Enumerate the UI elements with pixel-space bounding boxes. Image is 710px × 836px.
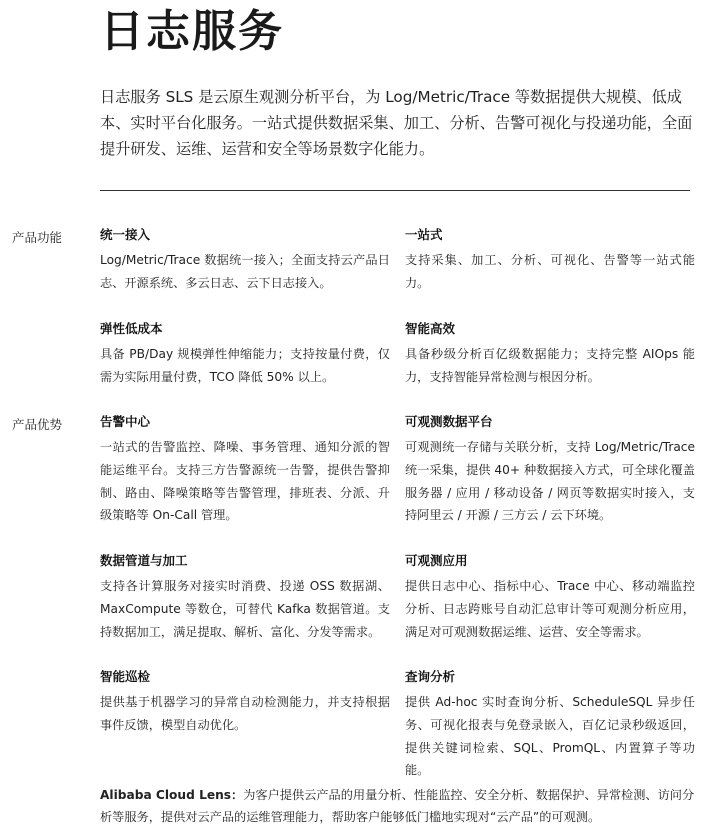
page-title: 日志服务 xyxy=(100,6,284,57)
feature-item xyxy=(405,320,695,389)
advantage-title: 可观测数据平台 xyxy=(405,414,493,429)
feature-item xyxy=(100,226,390,295)
advantage-title: 告警中心 xyxy=(100,414,151,429)
footer-note xyxy=(100,784,695,828)
feature-title: 弹性低成本 xyxy=(100,321,163,336)
feature-title: 一站式 xyxy=(405,227,443,242)
feature-desc: 具备 PB/Day 规模弹性伸缩能力；支持按量付费，仅需为实际用量付费，TCO 降低 50% 以上。 xyxy=(100,347,390,384)
feature-desc: 具备秒级分析百亿级数据能力；支持完整 AIOps 能力，支持智能异常检测与根因分析。 xyxy=(405,347,695,384)
advantage-item xyxy=(100,413,390,527)
advantage-item xyxy=(100,552,390,643)
section-label-advantages: 产品优势 xyxy=(12,417,63,432)
feature-title: 统一接入 xyxy=(100,227,151,242)
feature-desc: 支持采集、加工、分析、可视化、告警等一站式能力。 xyxy=(405,253,695,290)
advantage-desc: 可观测统一存储与关联分析，支持 Log/Metric/Trace 统一采集，提供 40+ 种数据接入方式，可全球化覆盖服务器 / 应用 / 移动设备 / 网页等数据实时接入，支持阿里云 / 开源 / 三方云 / 云下环境。 xyxy=(405,440,695,523)
advantage-item xyxy=(405,552,695,643)
advantage-title: 智能巡检 xyxy=(100,669,151,684)
advantage-item xyxy=(405,668,695,782)
advantage-desc: 提供基于机器学习的异常自动检测能力，并支持根据事件反馈，模型自动优化。 xyxy=(100,695,390,732)
advantage-desc: 支持各计算服务对接实时消费、投递 OSS 数据湖、MaxCompute 等数仓，可替代 Kafka 数据管道。支持数据加工，满足提取、解析、富化、分发等需求。 xyxy=(100,579,390,639)
intro-paragraph: 日志服务 SLS 是云原生观测分析平台，为 Log/Metric/Trace 等数据提供大规模、低成本、实时平台化服务。一站式提供数据采集、加工、分析、告警可视化与投递功能，全面提升研发、运维、运营和安全等场景数字化能力。 xyxy=(100,88,693,158)
feature-title: 智能高效 xyxy=(405,321,456,336)
feature-desc: Log/Metric/Trace 数据统一接入；全面支持云产品日志、开源系统、多云日志、云下日志接入。 xyxy=(100,253,390,290)
advantage-title: 数据管道与加工 xyxy=(100,553,188,568)
advantage-desc: 一站式的告警监控、降噪、事务管理、通知分派的智能运维平台。支持三方告警源统一告警，提供告警抑制、路由、降噪策略等告警管理，排班表、分派、升级策略等 On-Call 管理。 xyxy=(100,440,390,523)
footer-text: 为客户提供云产品的用量分析、性能监控、安全分析、数据保护、异常检测、访问分析等服务，提供对云产品的运维管理能力，帮助客户能够低门槛地实现对“云产品”的可观测。 xyxy=(100,788,695,824)
section-divider xyxy=(100,190,690,191)
advantage-desc: 提供日志中心、指标中心、Trace 中心、移动端监控分析、日志跨账号自动汇总审计等可观测分析应用，满足对可观测数据运维、运营、安全等需求。 xyxy=(405,579,695,639)
advantage-item xyxy=(405,413,695,527)
footer-brand: Alibaba Cloud Lens： xyxy=(100,788,244,802)
feature-item xyxy=(100,320,390,389)
advantage-item xyxy=(100,668,390,737)
advantage-desc: 提供 Ad-hoc 实时查询分析、ScheduleSQL 异步任务、可视化报表与免登录嵌入，百亿记录秒级返回，提供关键词检索、SQL、PromQL、内置算子等功能。 xyxy=(405,695,695,778)
advantage-title: 查询分析 xyxy=(405,669,456,684)
advantage-title: 可观测应用 xyxy=(405,553,468,568)
section-label-features: 产品功能 xyxy=(12,230,63,245)
feature-item xyxy=(405,226,695,295)
